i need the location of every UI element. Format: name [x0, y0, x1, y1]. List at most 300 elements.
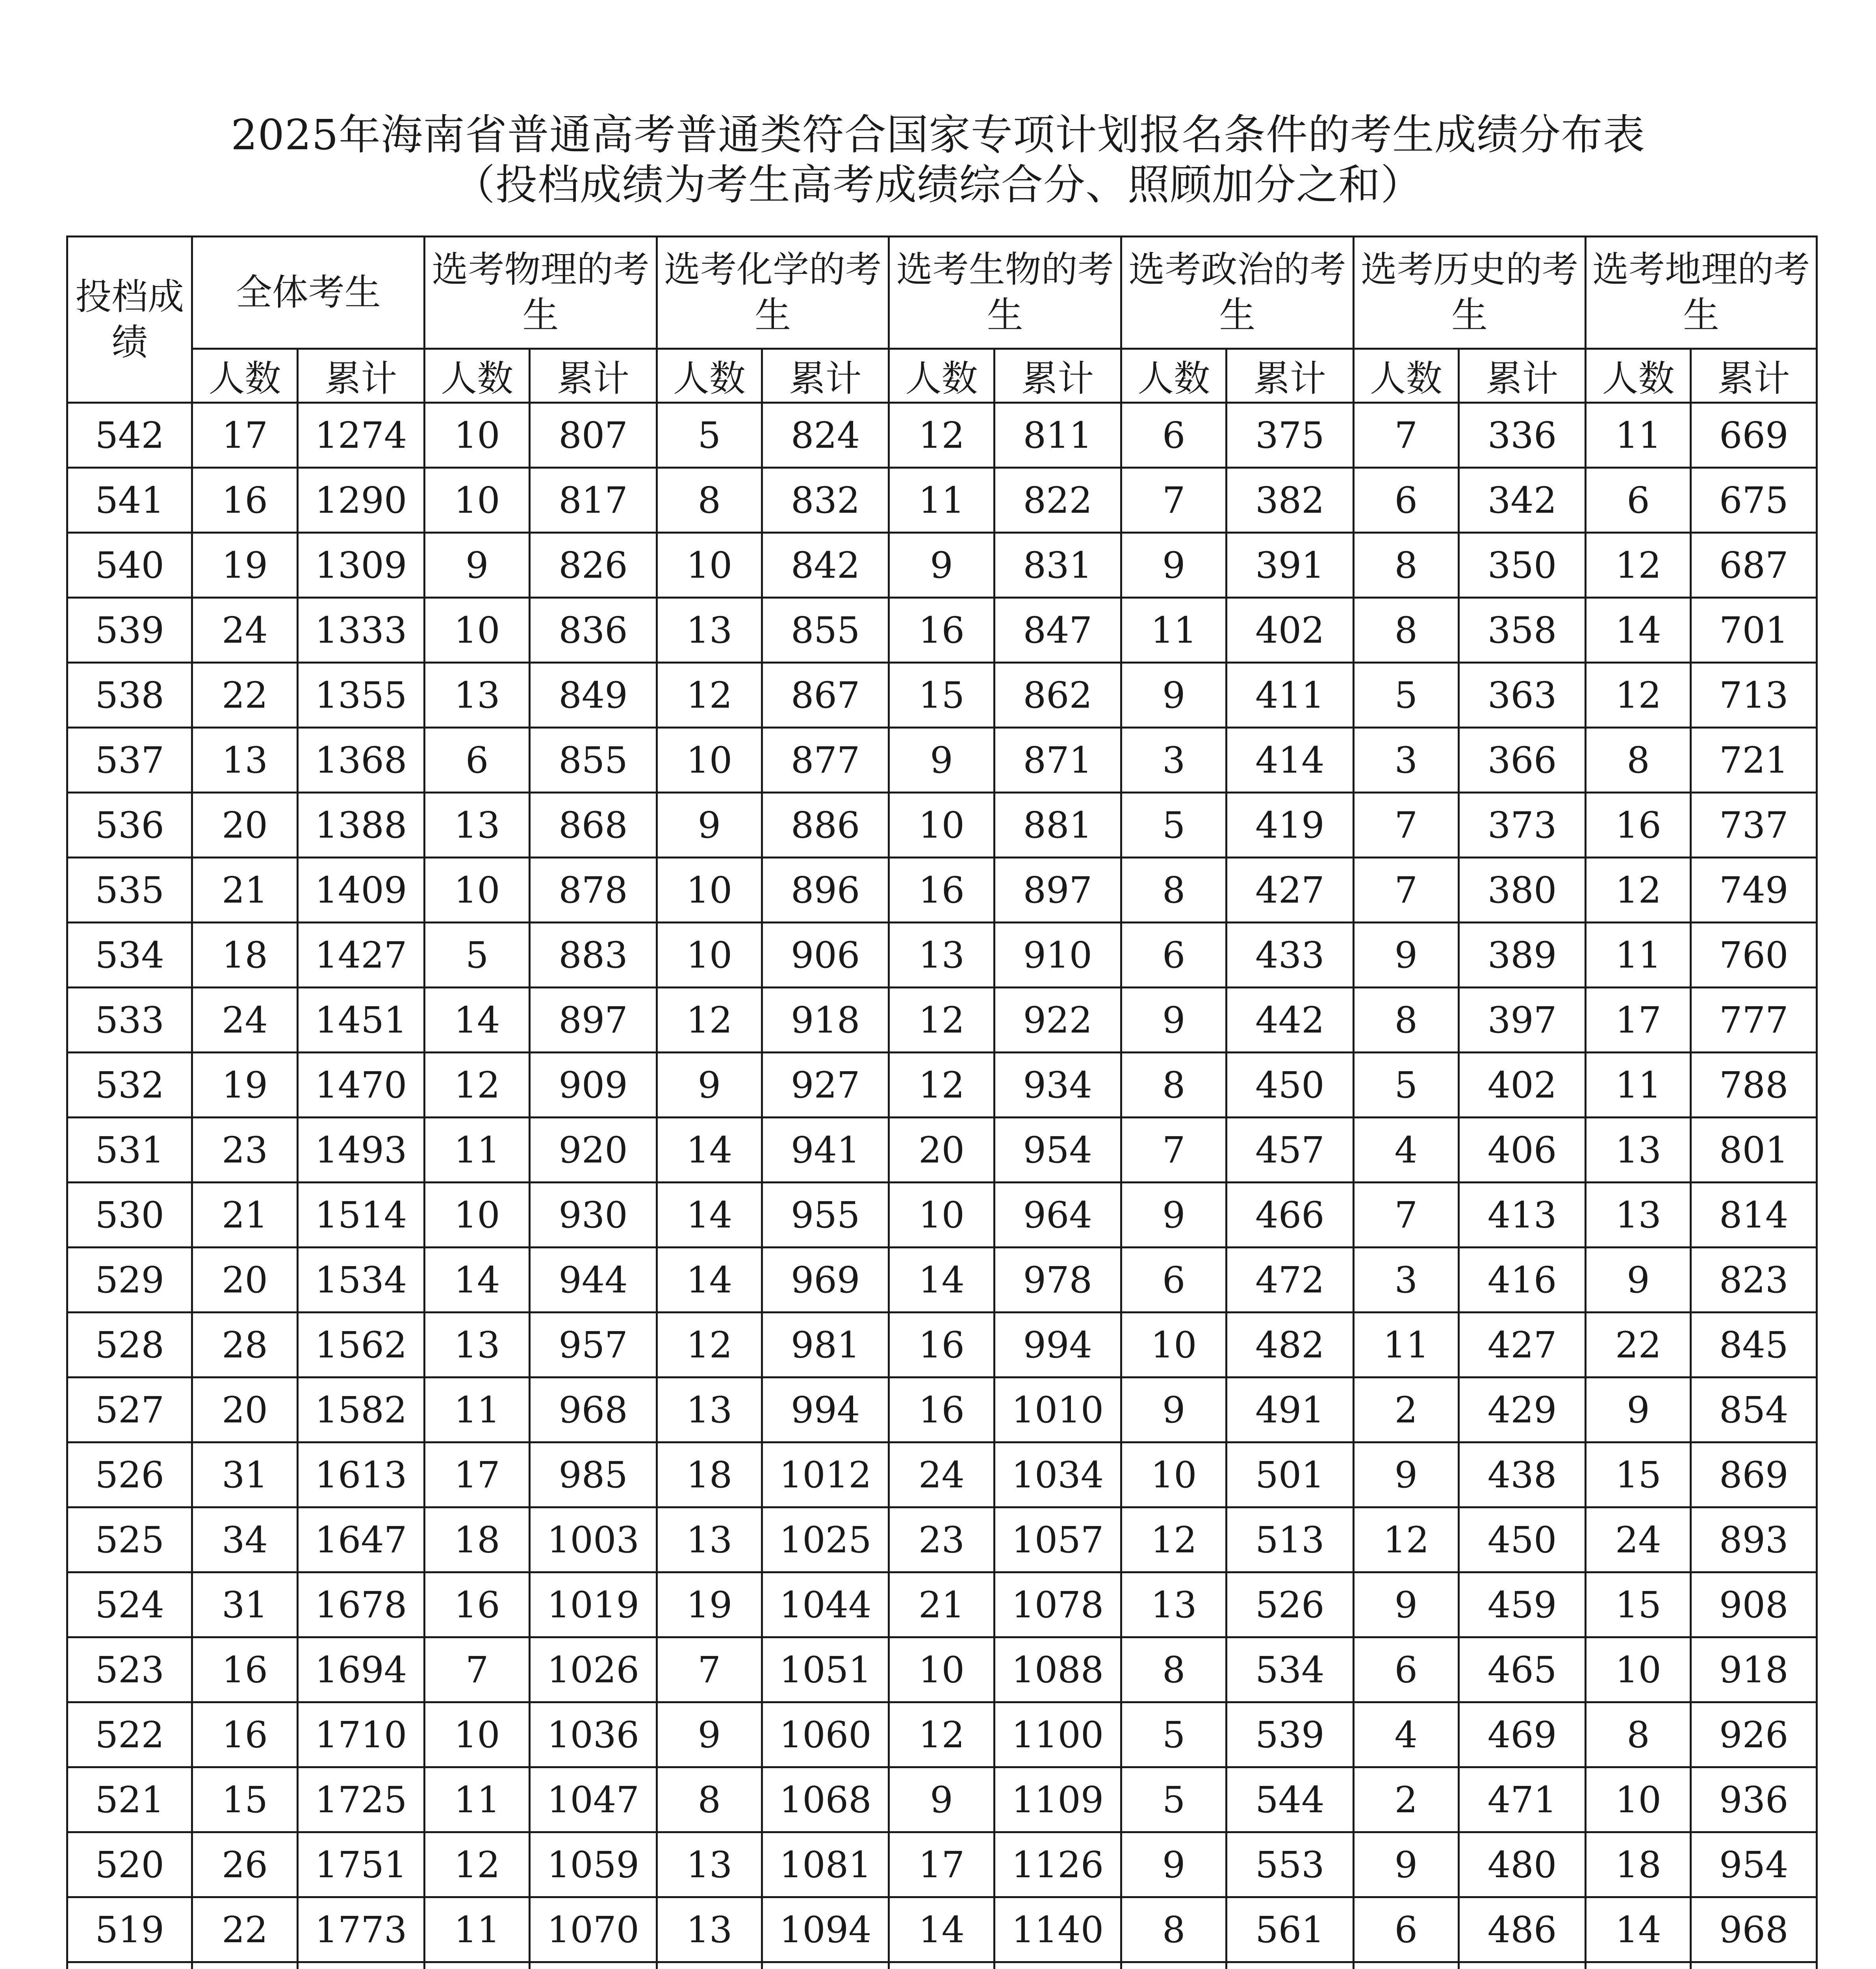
- count-cell: 11: [425, 1378, 530, 1442]
- count-cell: 11: [425, 1897, 530, 1962]
- table-row: [67, 1053, 1817, 1118]
- count-cell: 12: [889, 1702, 994, 1767]
- count-cell: [657, 1962, 762, 1969]
- count-cell: 6: [1121, 923, 1227, 988]
- count-cell: 15: [1586, 1442, 1691, 1507]
- count-cell: 8: [1353, 988, 1458, 1053]
- cumulative-cell: 414: [1227, 728, 1354, 793]
- count-cell: 6: [425, 728, 530, 793]
- cumulative-cell: 491: [1227, 1378, 1354, 1442]
- cumulative-cell: 737: [1691, 793, 1817, 858]
- table-row: [67, 793, 1817, 858]
- score-cell: [67, 1962, 192, 1969]
- cumulative-cell: 1025: [762, 1507, 889, 1572]
- count-cell: 7: [657, 1637, 762, 1702]
- cumulative-cell: 1409: [297, 858, 425, 923]
- table-row: [67, 1378, 1817, 1442]
- count-cell: 11: [1121, 598, 1227, 663]
- cumulative-cell: 472: [1227, 1248, 1354, 1313]
- cumulative-cell: 358: [1458, 598, 1586, 663]
- count-cell: 8: [1586, 728, 1691, 793]
- count-cell: 8: [657, 468, 762, 533]
- cumulative-cell: 471: [1458, 1767, 1586, 1832]
- cumulative-cell: 831: [994, 533, 1121, 598]
- count-cell: 6: [1353, 1637, 1458, 1702]
- cumulative-cell: 978: [994, 1248, 1121, 1313]
- cumulative-cell: 701: [1691, 598, 1817, 663]
- count-cell: 7: [1121, 1118, 1227, 1183]
- count-cell: 14: [657, 1118, 762, 1183]
- count-cell: 10: [657, 923, 762, 988]
- count-cell: 16: [192, 468, 297, 533]
- cumulative-cell: 1562: [297, 1313, 425, 1378]
- count-cell: 16: [889, 1313, 994, 1378]
- cumulative-cell: 1034: [994, 1442, 1121, 1507]
- score-cell: 532: [67, 1053, 192, 1118]
- cumulative-cell: 1140: [994, 1897, 1121, 1962]
- cumulative-cell: 1388: [297, 793, 425, 858]
- count-cell: 18: [425, 1507, 530, 1572]
- count-cell: 14: [1586, 598, 1691, 663]
- cumulative-cell: 1451: [297, 988, 425, 1053]
- count-cell: 12: [889, 988, 994, 1053]
- count-cell: 10: [425, 598, 530, 663]
- cumulative-cell: [1458, 1962, 1586, 1969]
- score-cell: 538: [67, 663, 192, 728]
- table-row: [67, 1313, 1817, 1378]
- score-cell: 528: [67, 1313, 192, 1378]
- count-cell: 14: [889, 1248, 994, 1313]
- group-header-all: 全体考生: [192, 237, 425, 349]
- count-header: 人数: [425, 349, 530, 403]
- cumulative-cell: 336: [1458, 403, 1586, 468]
- cumulative-header: 累计: [762, 349, 889, 403]
- cumulative-cell: 1613: [297, 1442, 425, 1507]
- count-cell: 13: [657, 598, 762, 663]
- cumulative-header: 累计: [297, 349, 425, 403]
- group-header-history: 选考历史的考生: [1353, 237, 1586, 349]
- cumulative-cell: 826: [530, 533, 657, 598]
- cumulative-cell: 526: [1227, 1572, 1354, 1637]
- cumulative-cell: 469: [1458, 1702, 1586, 1767]
- cumulative-cell: 886: [762, 793, 889, 858]
- count-cell: 5: [657, 403, 762, 468]
- count-cell: 13: [425, 1313, 530, 1378]
- count-cell: 3: [1353, 728, 1458, 793]
- table-row: [67, 663, 1817, 728]
- count-header: 人数: [192, 349, 297, 403]
- cumulative-cell: 1036: [530, 1702, 657, 1767]
- cumulative-cell: 922: [994, 988, 1121, 1053]
- cumulative-cell: 1274: [297, 403, 425, 468]
- count-cell: 31: [192, 1442, 297, 1507]
- cumulative-cell: 413: [1458, 1183, 1586, 1248]
- score-cell: 535: [67, 858, 192, 923]
- table-row: [67, 1248, 1817, 1313]
- count-cell: 7: [1353, 403, 1458, 468]
- cumulative-cell: 382: [1227, 468, 1354, 533]
- cumulative-cell: [762, 1962, 889, 1969]
- cumulative-cell: 807: [530, 403, 657, 468]
- score-cell: 525: [67, 1507, 192, 1572]
- table-row: [67, 1767, 1817, 1832]
- cumulative-cell: 1010: [994, 1378, 1121, 1442]
- cumulative-cell: 968: [1691, 1897, 1817, 1962]
- cumulative-cell: 871: [994, 728, 1121, 793]
- score-cell: 531: [67, 1118, 192, 1183]
- count-cell: 13: [657, 1832, 762, 1897]
- count-cell: 16: [889, 598, 994, 663]
- count-cell: 12: [1586, 663, 1691, 728]
- cumulative-cell: [1227, 1962, 1354, 1969]
- cumulative-cell: 824: [762, 403, 889, 468]
- cumulative-cell: 1012: [762, 1442, 889, 1507]
- count-cell: 9: [889, 533, 994, 598]
- count-cell: 9: [889, 728, 994, 793]
- cumulative-cell: 427: [1227, 858, 1354, 923]
- count-cell: 28: [192, 1313, 297, 1378]
- page-subtitle: （投档成绩为考生高考成绩综合分、照顾加分之和）: [453, 161, 1423, 209]
- cumulative-cell: 897: [994, 858, 1121, 923]
- count-cell: 4: [1353, 1702, 1458, 1767]
- table-row: [67, 468, 1817, 533]
- cumulative-cell: 438: [1458, 1442, 1586, 1507]
- cumulative-cell: 427: [1458, 1313, 1586, 1378]
- cumulative-cell: 868: [530, 793, 657, 858]
- table-row: [67, 533, 1817, 598]
- count-cell: 10: [425, 468, 530, 533]
- count-cell: 21: [889, 1572, 994, 1637]
- count-cell: 16: [889, 858, 994, 923]
- cumulative-cell: 1309: [297, 533, 425, 598]
- count-cell: 7: [1353, 793, 1458, 858]
- cumulative-cell: 450: [1458, 1507, 1586, 1572]
- count-cell: [425, 1962, 530, 1969]
- count-cell: 26: [192, 1832, 297, 1897]
- cumulative-cell: 1060: [762, 1702, 889, 1767]
- cumulative-cell: 513: [1227, 1507, 1354, 1572]
- table-header: [67, 237, 1817, 403]
- cumulative-cell: 380: [1458, 858, 1586, 923]
- count-cell: 15: [192, 1767, 297, 1832]
- cumulative-cell: 906: [762, 923, 889, 988]
- cumulative-cell: 926: [1691, 1702, 1817, 1767]
- count-cell: 8: [1586, 1702, 1691, 1767]
- cumulative-cell: 534: [1227, 1637, 1354, 1702]
- count-cell: 8: [657, 1767, 762, 1832]
- cumulative-cell: 847: [994, 598, 1121, 663]
- count-cell: 13: [657, 1378, 762, 1442]
- cumulative-cell: 1647: [297, 1507, 425, 1572]
- cumulative-cell: 669: [1691, 403, 1817, 468]
- count-cell: 12: [1353, 1507, 1458, 1572]
- count-cell: 13: [192, 728, 297, 793]
- count-cell: 22: [1586, 1313, 1691, 1378]
- table-row: [67, 1832, 1817, 1897]
- score-cell: 534: [67, 923, 192, 988]
- cumulative-cell: 402: [1458, 1053, 1586, 1118]
- cumulative-cell: 936: [1691, 1767, 1817, 1832]
- count-cell: 10: [1586, 1767, 1691, 1832]
- cumulative-cell: 878: [530, 858, 657, 923]
- count-cell: 5: [425, 923, 530, 988]
- count-cell: 14: [425, 1248, 530, 1313]
- cumulative-cell: 373: [1458, 793, 1586, 858]
- score-cell: 529: [67, 1248, 192, 1313]
- cumulative-cell: 869: [1691, 1442, 1817, 1507]
- cumulative-cell: 389: [1458, 923, 1586, 988]
- cumulative-cell: 749: [1691, 858, 1817, 923]
- count-cell: 13: [657, 1507, 762, 1572]
- cumulative-cell: 375: [1227, 403, 1354, 468]
- cumulative-cell: 1751: [297, 1832, 425, 1897]
- count-cell: 9: [1121, 988, 1227, 1053]
- count-cell: 14: [1586, 1897, 1691, 1962]
- count-cell: 14: [657, 1183, 762, 1248]
- count-cell: 10: [425, 1183, 530, 1248]
- score-cell: 536: [67, 793, 192, 858]
- cumulative-cell: 896: [762, 858, 889, 923]
- count-cell: 10: [425, 858, 530, 923]
- cumulative-header: 累计: [994, 349, 1121, 403]
- count-cell: 8: [1353, 598, 1458, 663]
- table-row: [67, 923, 1817, 988]
- count-cell: [889, 1962, 994, 1969]
- table-row: [67, 1702, 1817, 1767]
- count-cell: 8: [1353, 533, 1458, 598]
- count-cell: 17: [192, 403, 297, 468]
- cumulative-cell: 910: [994, 923, 1121, 988]
- cumulative-cell: 832: [762, 468, 889, 533]
- count-cell: [1121, 1962, 1227, 1969]
- count-cell: 34: [192, 1507, 297, 1572]
- cumulative-header: 累计: [1691, 349, 1817, 403]
- count-cell: [192, 1962, 297, 1969]
- count-cell: 16: [1586, 793, 1691, 858]
- score-column-header: 投档成绩: [67, 237, 192, 403]
- cumulative-cell: 954: [994, 1118, 1121, 1183]
- score-cell: 530: [67, 1183, 192, 1248]
- score-distribution-table: [66, 235, 1818, 1969]
- count-cell: 12: [657, 988, 762, 1053]
- cumulative-cell: 927: [762, 1053, 889, 1118]
- count-cell: 11: [425, 1767, 530, 1832]
- count-cell: 13: [889, 923, 994, 988]
- cumulative-cell: 363: [1458, 663, 1586, 728]
- cumulative-cell: 675: [1691, 468, 1817, 533]
- cumulative-cell: 867: [762, 663, 889, 728]
- count-cell: 3: [1121, 728, 1227, 793]
- count-cell: 5: [1353, 663, 1458, 728]
- cumulative-cell: 855: [530, 728, 657, 793]
- cumulative-cell: 1057: [994, 1507, 1121, 1572]
- count-cell: 7: [425, 1637, 530, 1702]
- count-cell: 9: [889, 1767, 994, 1832]
- cumulative-cell: [994, 1962, 1121, 1969]
- cumulative-cell: 788: [1691, 1053, 1817, 1118]
- cumulative-cell: 466: [1227, 1183, 1354, 1248]
- cumulative-cell: 920: [530, 1118, 657, 1183]
- count-cell: 9: [425, 533, 530, 598]
- cumulative-cell: 955: [762, 1183, 889, 1248]
- cumulative-header: 累计: [530, 349, 657, 403]
- count-cell: 7: [1353, 858, 1458, 923]
- cumulative-cell: 1493: [297, 1118, 425, 1183]
- count-cell: 6: [1353, 468, 1458, 533]
- score-cell: 540: [67, 533, 192, 598]
- cumulative-cell: 721: [1691, 728, 1817, 793]
- cumulative-cell: 366: [1458, 728, 1586, 793]
- count-cell: 10: [1586, 1637, 1691, 1702]
- cumulative-cell: 459: [1458, 1572, 1586, 1637]
- cumulative-cell: 909: [530, 1053, 657, 1118]
- cumulative-cell: 411: [1227, 663, 1354, 728]
- group-header-chemistry: 选考化学的考生: [657, 237, 889, 349]
- count-header: 人数: [889, 349, 994, 403]
- score-cell: 526: [67, 1442, 192, 1507]
- score-cell: 524: [67, 1572, 192, 1637]
- cumulative-cell: 1094: [762, 1897, 889, 1962]
- count-cell: 9: [1353, 1572, 1458, 1637]
- table-row: [67, 858, 1817, 923]
- cumulative-cell: 760: [1691, 923, 1817, 988]
- count-cell: 3: [1353, 1248, 1458, 1313]
- cumulative-cell: 457: [1227, 1118, 1354, 1183]
- count-cell: 12: [889, 403, 994, 468]
- count-cell: 9: [1353, 1442, 1458, 1507]
- cumulative-cell: 406: [1458, 1118, 1586, 1183]
- count-cell: 16: [192, 1637, 297, 1702]
- count-cell: 6: [1121, 403, 1227, 468]
- count-cell: 24: [1586, 1507, 1691, 1572]
- count-cell: 16: [425, 1572, 530, 1637]
- score-cell: 519: [67, 1897, 192, 1962]
- cumulative-cell: 941: [762, 1118, 889, 1183]
- count-cell: 19: [657, 1572, 762, 1637]
- cumulative-cell: 849: [530, 663, 657, 728]
- count-cell: 23: [889, 1507, 994, 1572]
- cumulative-cell: 1003: [530, 1507, 657, 1572]
- count-cell: 13: [1586, 1118, 1691, 1183]
- count-cell: 9: [1586, 1248, 1691, 1313]
- score-cell: 521: [67, 1767, 192, 1832]
- cumulative-cell: 429: [1458, 1378, 1586, 1442]
- cumulative-cell: 969: [762, 1248, 889, 1313]
- count-cell: 11: [1586, 403, 1691, 468]
- cumulative-cell: 1773: [297, 1897, 425, 1962]
- cumulative-cell: 486: [1458, 1897, 1586, 1962]
- count-cell: 17: [889, 1832, 994, 1897]
- cumulative-cell: 881: [994, 793, 1121, 858]
- cumulative-cell: 342: [1458, 468, 1586, 533]
- count-cell: 11: [1586, 923, 1691, 988]
- cumulative-cell: 908: [1691, 1572, 1817, 1637]
- cumulative-cell: 842: [762, 533, 889, 598]
- table-row: [67, 1572, 1817, 1637]
- count-cell: 9: [1586, 1378, 1691, 1442]
- count-cell: 11: [889, 468, 994, 533]
- count-cell: 19: [192, 1053, 297, 1118]
- count-cell: 9: [1353, 1832, 1458, 1897]
- count-cell: 17: [1586, 988, 1691, 1053]
- count-cell: 8: [1121, 1897, 1227, 1962]
- count-cell: 6: [1586, 468, 1691, 533]
- cumulative-cell: 934: [994, 1053, 1121, 1118]
- count-cell: 14: [657, 1248, 762, 1313]
- count-cell: 13: [657, 1897, 762, 1962]
- count-cell: 12: [657, 663, 762, 728]
- count-cell: 9: [1353, 923, 1458, 988]
- group-header-physics: 选考物理的考生: [425, 237, 657, 349]
- cumulative-cell: 893: [1691, 1507, 1817, 1572]
- count-cell: 8: [1121, 858, 1227, 923]
- table-row: [67, 988, 1817, 1053]
- count-cell: 8: [1121, 1637, 1227, 1702]
- table-row: [67, 1637, 1817, 1702]
- cumulative-cell: [1691, 1962, 1817, 1969]
- count-cell: 14: [889, 1897, 994, 1962]
- count-cell: 10: [657, 533, 762, 598]
- cumulative-cell: 777: [1691, 988, 1817, 1053]
- cumulative-cell: 1678: [297, 1572, 425, 1637]
- count-cell: 9: [1121, 533, 1227, 598]
- cumulative-cell: 957: [530, 1313, 657, 1378]
- cumulative-cell: 968: [530, 1378, 657, 1442]
- count-cell: 20: [889, 1118, 994, 1183]
- cumulative-cell: 845: [1691, 1313, 1817, 1378]
- cumulative-cell: 1470: [297, 1053, 425, 1118]
- cumulative-cell: 350: [1458, 533, 1586, 598]
- count-cell: 21: [192, 858, 297, 923]
- score-cell: 520: [67, 1832, 192, 1897]
- cumulative-cell: 465: [1458, 1637, 1586, 1702]
- cumulative-cell: 944: [530, 1248, 657, 1313]
- table-row: [67, 1118, 1817, 1183]
- score-cell: 539: [67, 598, 192, 663]
- cumulative-cell: 1290: [297, 468, 425, 533]
- count-cell: 9: [1121, 1183, 1227, 1248]
- count-cell: 2: [1353, 1378, 1458, 1442]
- cumulative-cell: 1126: [994, 1832, 1121, 1897]
- cumulative-cell: 1109: [994, 1767, 1121, 1832]
- cumulative-cell: 402: [1227, 598, 1354, 663]
- count-cell: 12: [425, 1832, 530, 1897]
- cumulative-cell: 1044: [762, 1572, 889, 1637]
- count-cell: 20: [192, 1378, 297, 1442]
- cumulative-cell: 480: [1458, 1832, 1586, 1897]
- cumulative-cell: [297, 1962, 425, 1969]
- count-cell: 6: [1353, 1897, 1458, 1962]
- count-cell: 4: [1353, 1118, 1458, 1183]
- cumulative-cell: 553: [1227, 1832, 1354, 1897]
- table-row: [67, 1962, 1817, 1969]
- count-header: 人数: [657, 349, 762, 403]
- score-cell: 522: [67, 1702, 192, 1767]
- count-cell: 12: [1586, 858, 1691, 923]
- count-cell: 11: [425, 1118, 530, 1183]
- count-cell: 11: [1586, 1053, 1691, 1118]
- count-cell: 10: [1121, 1442, 1227, 1507]
- count-cell: 14: [425, 988, 530, 1053]
- count-cell: 10: [889, 1183, 994, 1248]
- table-body: [67, 403, 1817, 1969]
- cumulative-cell: 855: [762, 598, 889, 663]
- cumulative-header: 累计: [1227, 349, 1354, 403]
- cumulative-cell: 1051: [762, 1637, 889, 1702]
- count-cell: 31: [192, 1572, 297, 1637]
- cumulative-cell: 450: [1227, 1053, 1354, 1118]
- count-cell: 12: [889, 1053, 994, 1118]
